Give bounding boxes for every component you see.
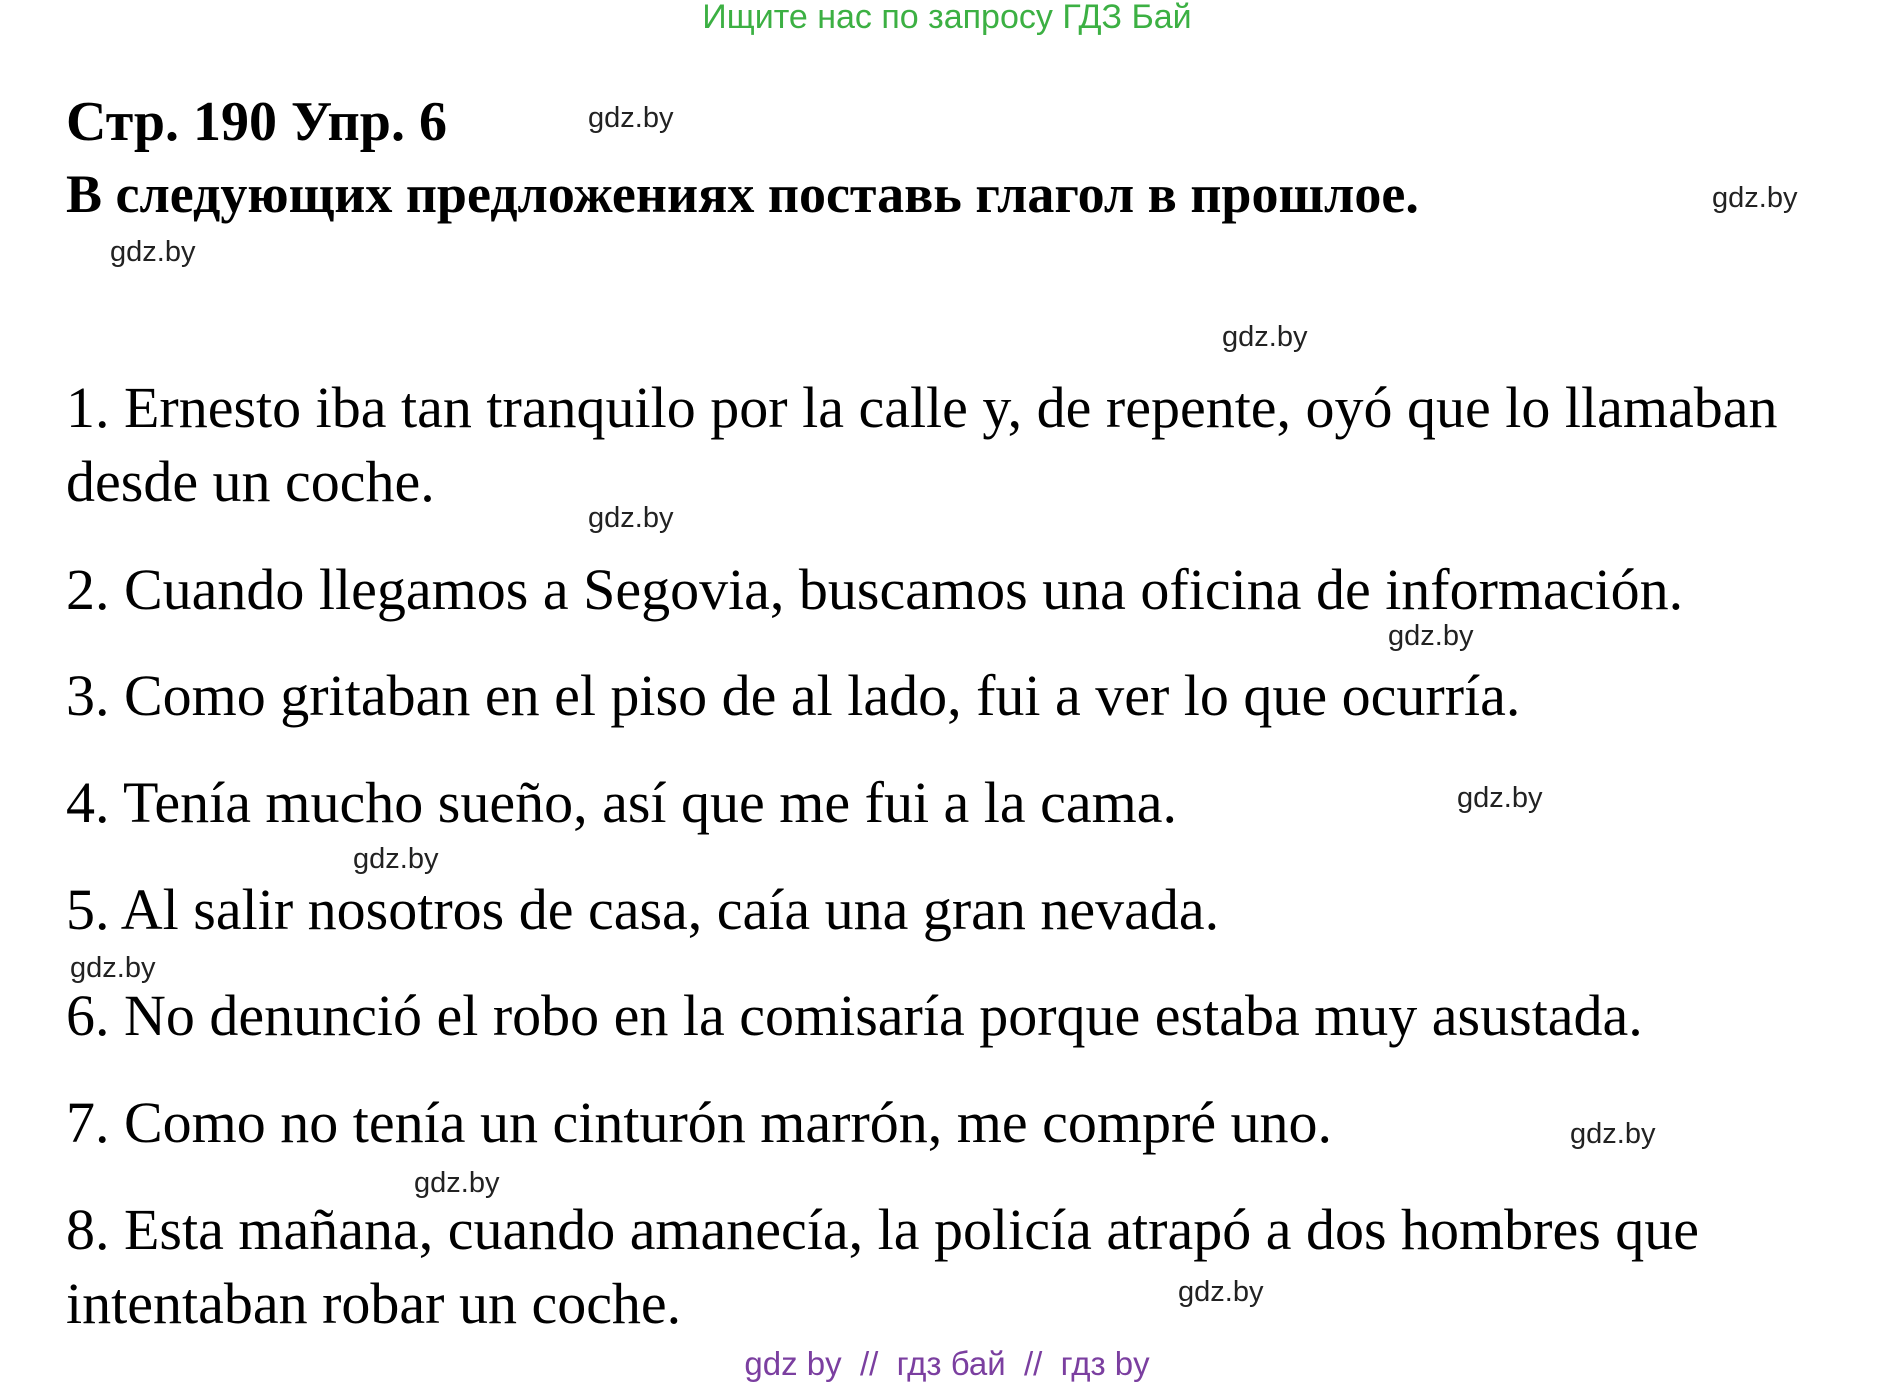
watermark: gdz.by: [1570, 1118, 1656, 1150]
watermark: gdz.by: [588, 102, 674, 134]
watermark: gdz.by: [110, 236, 196, 268]
sentence-1-line-1: 1. Ernesto iba tan tranquilo por la calle y, de repente, oyó que lo llamaban: [66, 375, 1778, 440]
sentence-3: 3. Como gritaban en el piso de al lado, fui a ver lo que ocurría.: [66, 663, 1521, 728]
watermark: gdz.by: [1178, 1276, 1264, 1308]
sentence-5: 5. Al salir nosotros de casa, caía una gran nevada.: [66, 877, 1220, 942]
watermark: gdz.by: [414, 1167, 500, 1199]
sentence-6: 6. No denunció el robo en la comisaría porque estaba muy asustada.: [66, 983, 1643, 1048]
task-instruction: В следующих предложениях поставь глагол в прошлое.: [66, 164, 1419, 224]
watermark: gdz.by: [353, 843, 439, 875]
page-title: Стр. 190 Упр. 6: [66, 91, 447, 153]
watermark: gdz.by: [588, 502, 674, 534]
top-banner: Ищите нас по запросу ГДЗ Бай: [702, 0, 1192, 36]
sentence-4: 4. Tenía mucho sueño, así que me fui a la cama.: [66, 770, 1178, 835]
watermark: gdz.by: [1222, 321, 1308, 353]
sentence-2: 2. Cuando llegamos a Segovia, buscamos una oficina de información.: [66, 557, 1684, 622]
watermark: gdz.by: [70, 952, 156, 984]
sentence-1-line-2: desde un coche.: [66, 449, 435, 514]
sentence-8-line-1: 8. Esta mañana, cuando amanecía, la policía atrapó a dos hombres que: [66, 1197, 1700, 1262]
watermark: gdz.by: [1388, 620, 1474, 652]
watermark: gdz.by: [1712, 182, 1798, 214]
watermark: gdz.by: [1457, 782, 1543, 814]
sentence-7: 7. Como no tenía un cinturón marrón, me compré uno.: [66, 1090, 1333, 1155]
sentence-8-line-2: intentaban robar un coche.: [66, 1271, 682, 1336]
footer-watermark: gdz by // гдз бай // гдз by: [744, 1345, 1150, 1382]
